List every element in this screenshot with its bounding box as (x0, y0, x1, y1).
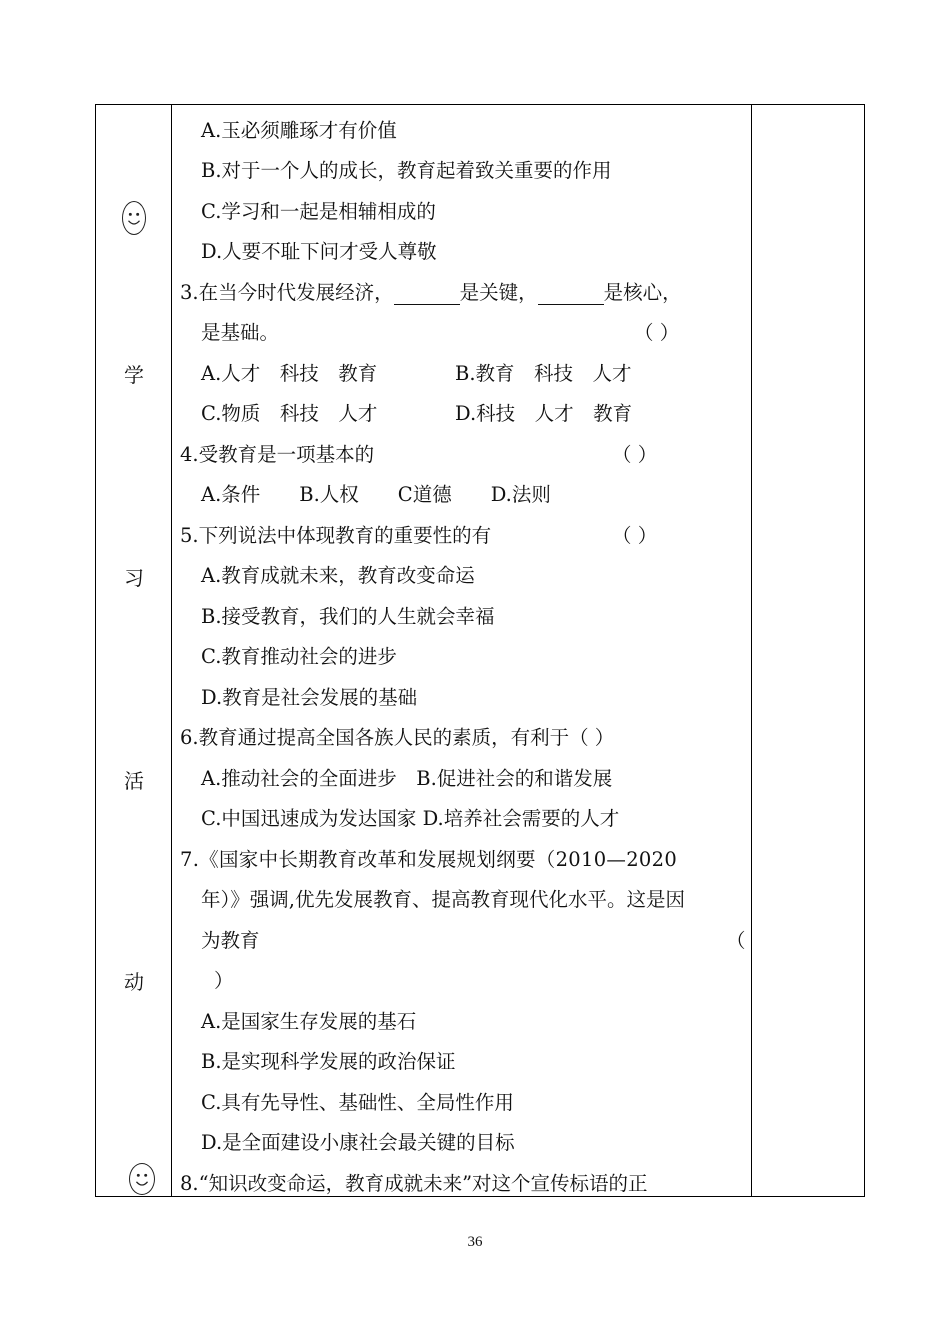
q4-answer-paren: （ ） (612, 443, 658, 466)
q5-stem: 5.下列说法中体现教育的重要性的有 (180, 524, 492, 547)
q3-stem-line2: 是基础。 (201, 321, 280, 344)
q3-stem-prefix: 3.在当今时代发展经济， (180, 281, 394, 304)
q2-option-d: D.人要不耻下问才受人尊敬 (201, 240, 437, 263)
q7-option-a: A.是国家生存发展的基石 (201, 1010, 417, 1033)
q3-stem-suffix: 是核心， (603, 281, 682, 304)
column-divider-left (171, 105, 172, 1196)
worksheet-table (95, 104, 865, 1197)
q7-stem-line1: 7.《国家中长期教育改革和发展规划纲要（2010—2020 (180, 848, 678, 871)
side-label-char-huo: 活 (124, 769, 144, 793)
page-number: 36 (467, 1234, 483, 1250)
q7-option-c: C.具有先导性、基础性、全局性作用 (201, 1091, 514, 1114)
smiley-face-icon (122, 201, 146, 235)
q5-option-a: A.教育成就未来，教育改变命运 (201, 564, 475, 587)
q7-stem-line3: 为教育 (201, 929, 260, 952)
side-label-char-dong: 动 (124, 970, 144, 994)
q3-blank-1 (394, 284, 460, 305)
q3-stem (180, 281, 682, 305)
column-divider-right (751, 105, 752, 1196)
q2-option-c: C.学习和一起是相辅相成的 (201, 200, 436, 223)
q3-blank-2 (538, 284, 604, 305)
q3-option-c: C.物质 科技 人才 (201, 402, 378, 425)
q6-options-cd: C.中国迅速成为发达国家 D.培养社会需要的人才 (201, 807, 620, 830)
q2-option-b: B.对于一个人的成长，教育起着致关重要的作用 (201, 159, 612, 182)
q7-option-d: D.是全面建设小康社会最关键的目标 (201, 1131, 515, 1154)
q7-stem-line2: 年）》强调,优先发展教育、提高教育现代化水平。这是因 (201, 888, 685, 911)
q3-stem-mid: 是关键， (459, 281, 538, 304)
q7-answer-paren-close: ） (214, 969, 234, 992)
q5-option-d: D.教育是社会发展的基础 (201, 686, 418, 709)
q3-option-b: B.教育 科技 人才 (455, 362, 632, 385)
q4-stem: 4.受教育是一项基本的 (180, 443, 375, 466)
q6-stem: 6.教育通过提高全国各族人民的素质，有利于（ ） (180, 726, 615, 749)
q3-option-d: D.科技 人才 教育 (455, 402, 633, 425)
q6-options-ab: A.推动社会的全面进步 B.促进社会的和谐发展 (201, 767, 613, 790)
q3-answer-paren: （ ） (634, 321, 680, 344)
q7-answer-paren-open: （ (726, 929, 746, 952)
q7-option-b: B.是实现科学发展的政治保证 (201, 1050, 456, 1073)
q5-option-b: B.接受教育，我们的人生就会幸福 (201, 605, 495, 628)
q5-answer-paren: （ ） (612, 524, 658, 547)
q5-option-c: C.教育推动社会的进步 (201, 645, 397, 668)
q3-option-a: A.人才 科技 教育 (201, 362, 378, 385)
smiley-face-icon (129, 1163, 155, 1195)
side-label-char-xi: 习 (124, 566, 144, 590)
q2-option-a: A.玉必须雕琢才有价值 (201, 119, 397, 142)
q8-stem-line1: 8.“知识改变命运，教育成就未来”对这个宣传标语的正 (180, 1172, 648, 1195)
side-label-char-xue: 学 (124, 363, 144, 387)
q4-options: A.条件 B.人权 C道德 D.法则 (201, 483, 551, 506)
